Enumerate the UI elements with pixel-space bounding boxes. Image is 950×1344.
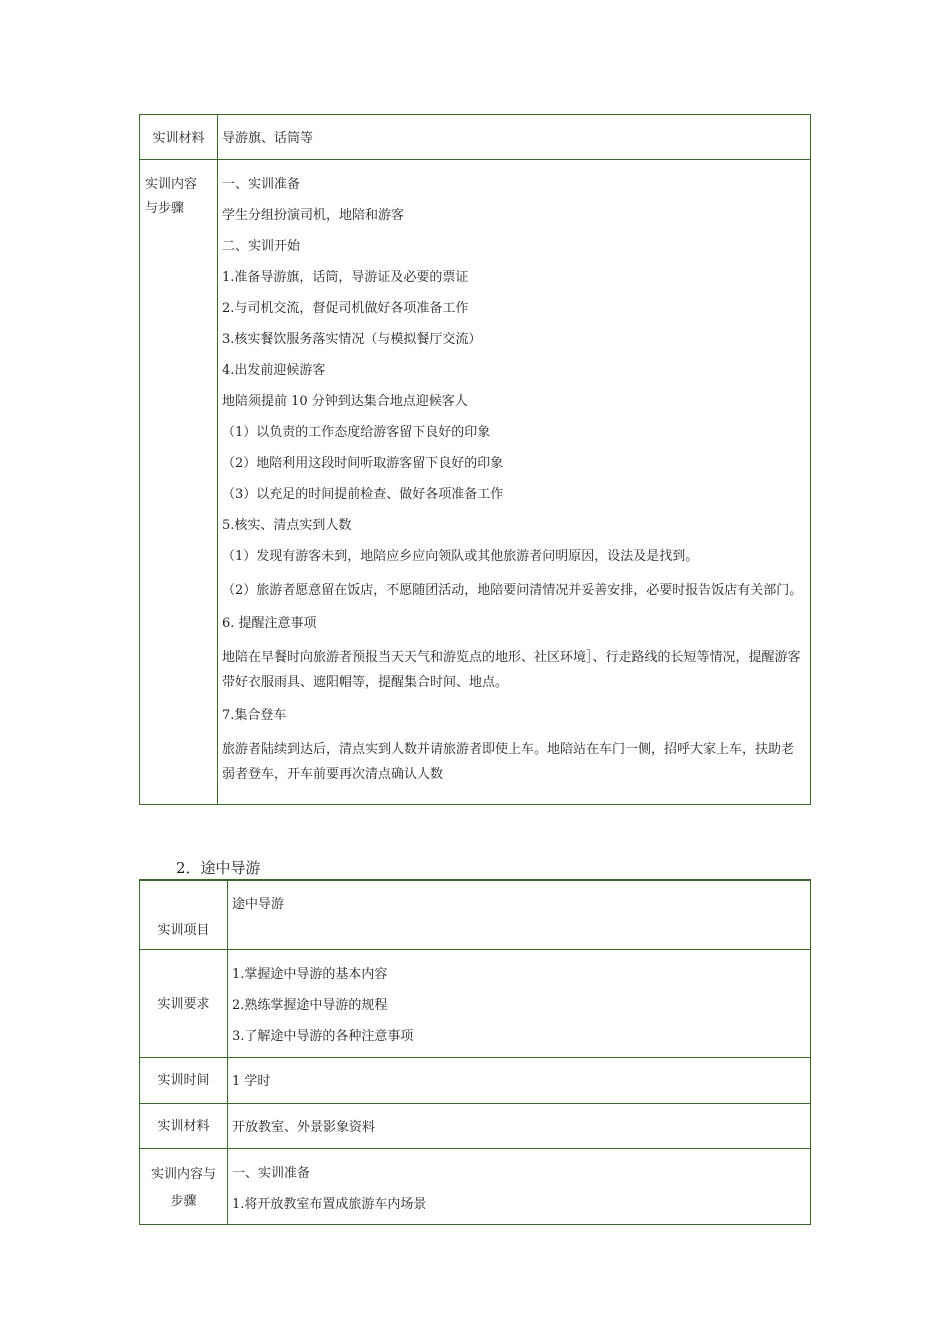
requirement-item: 1.掌握途中导游的基本内容: [232, 966, 388, 982]
materials-value: 导游旗、话筒等: [222, 131, 314, 146]
training-table-1: [139, 114, 811, 805]
requirement-item: 3.了解途中导游的各种注意事项: [232, 1028, 414, 1044]
content-line: 2.与司机交流，督促司机做好各项准备工作: [222, 301, 469, 316]
training-table-2: [139, 879, 811, 1225]
content-line: （3）以充足的时间提前检查、做好各项准备工作: [222, 487, 504, 502]
content-line: （2）地陪利用这段时间听取游客留下良好的印象: [222, 456, 504, 471]
materials-label-2: 实训材料: [157, 1118, 210, 1134]
content-line: 二、实训开始: [222, 239, 301, 254]
content-body: [218, 160, 810, 787]
content-row-2: [140, 1148, 811, 1224]
content-label-2-line2: 步骤: [170, 1193, 197, 1209]
content-line: （2）旅游者愿意留在饭店，不愿随团活动，地陪要问清情况并妥善安排，必要时报告饭店有关部门。: [222, 583, 803, 598]
content-line: 旅游者陆续到达后，清点实到人数并请旅游者即使上车。地陪站在车门一侧，招呼大家上车，扶助老弱者登车，开车前要再次清点确认人数: [222, 742, 795, 782]
materials-value-2: 开放教室、外景影象资料: [232, 1119, 376, 1135]
content-line: 学生分组扮演司机，地陪和游客: [222, 208, 405, 223]
content-label-line1: 实训内容: [145, 177, 198, 192]
section-title: 2．途中导游: [176, 859, 261, 877]
content-line: 4.出发前迎候游客: [222, 363, 326, 378]
content-line: 1.将开放教室布置成旅游车内场景: [232, 1196, 427, 1212]
content-line: （1）以负责的工作态度给游客留下良好的印象: [222, 425, 491, 440]
requirements-list: [228, 950, 810, 1047]
content-line: 5.核实、清点实到人数: [222, 518, 352, 533]
time-row: [140, 1057, 811, 1103]
content-line: 地陪须提前 10 分钟到达集合地点迎候客人: [222, 394, 468, 409]
content-row: [140, 160, 811, 805]
materials-label: 实训材料: [152, 131, 205, 146]
project-value: 途中导游: [232, 897, 285, 912]
content-line: 地陪在早餐时向旅游者预报当天天气和游览点的地形、社区环境］、行走路线的长短等情况，提醒游客带好衣服雨具、遮阳帽等，提醒集合时间、地点。: [222, 650, 801, 690]
content-line: 1.准备导游旗，话筒，导游证及必要的票证: [222, 270, 469, 285]
materials-row: [140, 115, 811, 160]
requirements-label: 实训要求: [157, 996, 210, 1012]
content-line: 3.核实餐饮服务落实情况（与模拟餐厅交流）: [222, 332, 482, 347]
content-body-2: [228, 1149, 810, 1215]
materials-row-2: [140, 1103, 811, 1148]
project-row: [140, 880, 811, 949]
content-line: 一、实训准备: [232, 1165, 311, 1181]
content-label-2: [140, 1149, 227, 1215]
content-label-line2: 与步骤: [145, 201, 185, 216]
time-value: 1 学时: [232, 1073, 271, 1089]
project-label: 实训项目: [157, 923, 210, 938]
content-line: 7.集合登车: [222, 708, 287, 723]
content-label: [140, 160, 217, 221]
content-label-2-line1: 实训内容与: [150, 1166, 216, 1182]
content-line: （1）发现有游客未到，地陪应乡应向领队或其他旅游者问明原因，设法及是找到。: [222, 549, 699, 564]
content-line: 6. 提醒注意事项: [222, 616, 317, 631]
requirements-row: [140, 949, 811, 1057]
content-line: 一、实训准备: [222, 177, 301, 192]
requirement-item: 2.熟练掌握途中导游的规程: [232, 997, 388, 1013]
time-label: 实训时间: [157, 1072, 210, 1088]
